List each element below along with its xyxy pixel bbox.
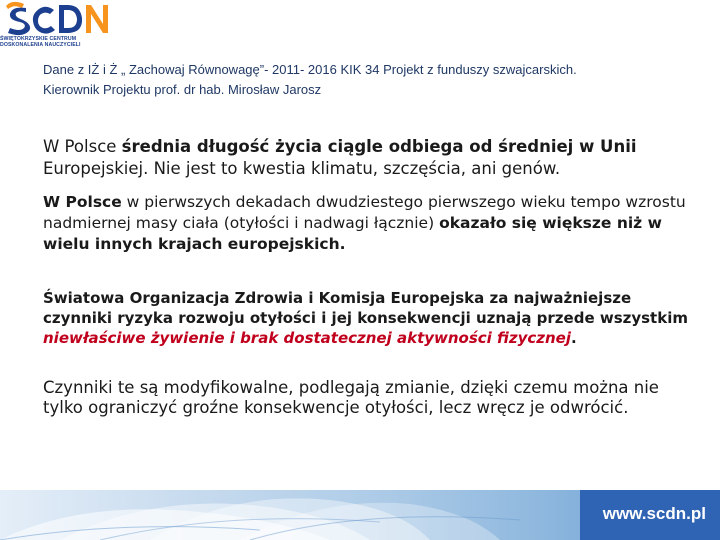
paragraph-risk-factors xyxy=(43,288,693,348)
scdn-logo-mark xyxy=(2,0,114,36)
p1-part1: W Polsce xyxy=(43,137,122,156)
scdn-logo xyxy=(0,0,116,50)
p2-bold-lead: W Polsce xyxy=(43,193,122,211)
p1-part3: Europejskiej. Nie jest to kwestia klimatu, szczęścia, ani genów. xyxy=(43,159,561,178)
logo-subtitle xyxy=(0,36,116,48)
website-link-box[interactable] xyxy=(580,490,720,540)
footer-banner xyxy=(0,490,720,540)
logo-subtitle-line2: DOSKONALENIA NAUCZYCIELI xyxy=(0,42,81,48)
project-manager-line: Kierownik Projektu prof. dr hab. Mirosław Jarosz xyxy=(43,82,322,97)
website-url[interactable]: www.scdn.pl xyxy=(602,504,706,523)
source-line: Dane z IŻ i Ż „ Zachowaj Równowagę”- 2011- 2016 KIK 34 Projekt z funduszy szwajcarskich. xyxy=(43,62,577,77)
paragraph-life-expectancy xyxy=(43,136,693,180)
p3-part3: . xyxy=(570,329,577,347)
logo-subtitle-line1: ŚWIĘTOKRZYSKIE CENTRUM xyxy=(0,36,77,42)
p4-text: Czynniki te są modyfikowalne, podlegają zmianie, dzięki czemu można nie tylko ograniczyć groźne konsekwencje otyłości, lecz wręcz je odwrócić. xyxy=(43,378,659,417)
p2-bold-tail: okazało się większe niż w wielu innych krajach europejskich. xyxy=(43,214,662,253)
paragraph-modifiable-factors xyxy=(43,378,693,418)
p3-part1: Światowa Organizacja Zdrowia i Komisja Europejska za najważniejsze czynniki ryzyka rozwoju otyłości i jej konsekwencji uznają przede wszystkim xyxy=(43,289,688,327)
p1-bold-text: średnia długość życia ciągle odbiega od średniej w Unii xyxy=(121,137,637,156)
source-header xyxy=(43,60,643,100)
paragraph-obesity-growth xyxy=(43,192,693,255)
p2-part2: w pierwszych dekadach dwudziestego pierwszego wieku tempo wzrostu nadmiernej masy ciała (otyłości i nadwagi łącznie) xyxy=(43,193,686,232)
p3-highlight: niewłaściwe żywienie i brak dostatecznej aktywności fizycznej xyxy=(43,329,571,347)
book-pages-icon xyxy=(0,490,580,540)
